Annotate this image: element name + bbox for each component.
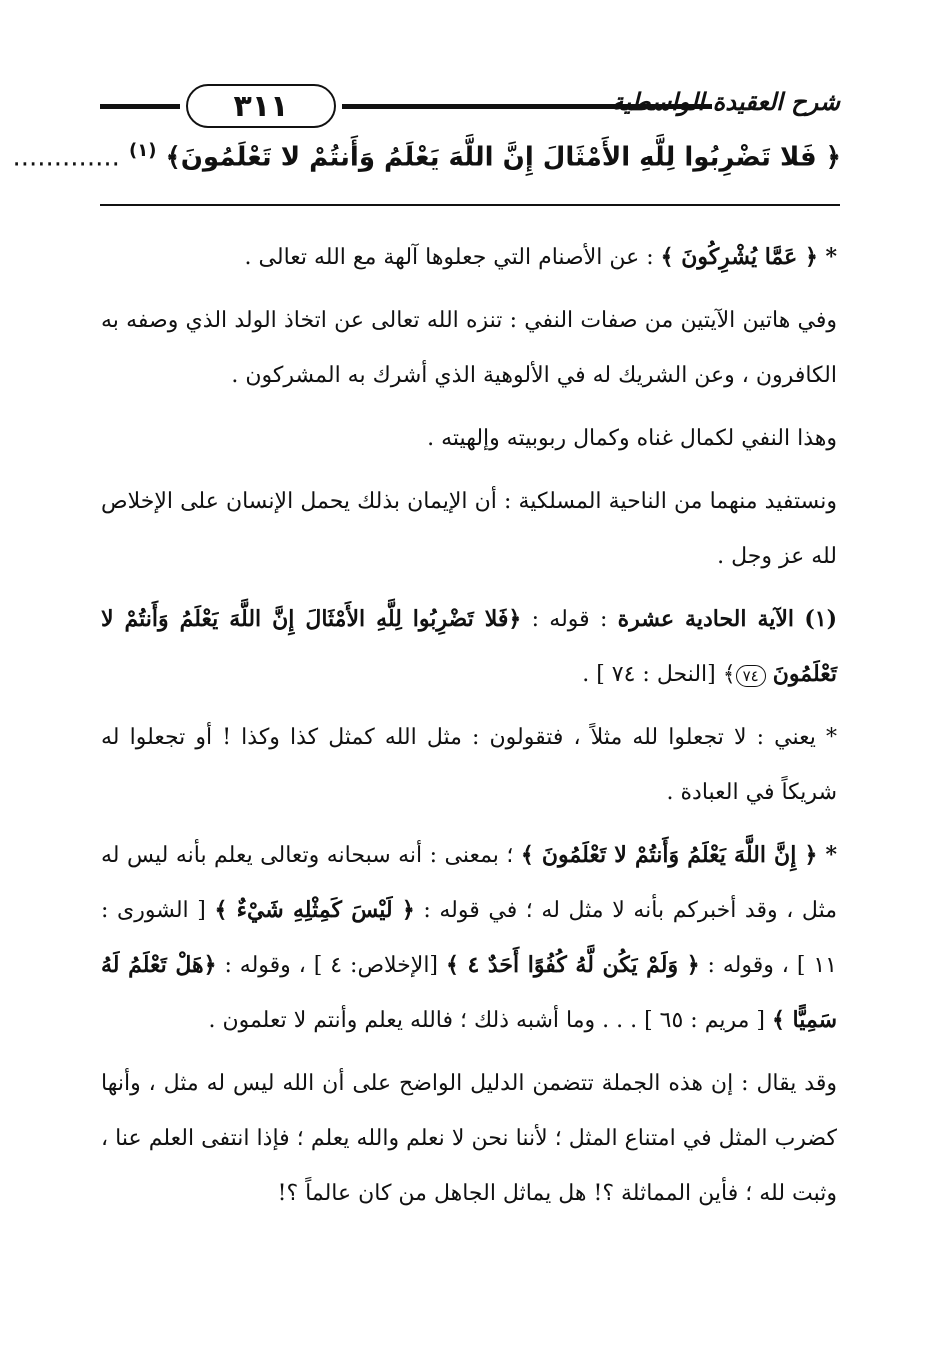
quran-quote: ﴿ وَلَمْ يَكُن لَّهُ كُفُوًا أَحَدٌ ٤ ﴾ [445,952,700,978]
paragraph-text: : عن الأصنام التي جعلوها آلهة مع الله تعالى . [244,245,661,270]
quran-quote: * ﴿ إِنَّ اللَّهَ يَعْلَمُ وَأَنتُمْ لا تَعْلَمُونَ ﴾ [520,842,837,868]
footnote-verse: ﴿فَلا تَضْرِبُوا لِلَّهِ الأَمْثَالَ إِنَّ اللَّهَ يَعْلَمُ وَأَنتُمْ لا تَعْلَمُونَ [101,606,837,687]
running-header [100,78,840,128]
paragraph-2: وفي هاتين الآيتين من صفات النفي : تنزه الله تعالى عن اتخاذ الولد الذي وصفه به الكافرون ، وعن الشريك له في الألوهية الذي أشرك به المشركون . [101,308,837,388]
footnote-number: (١) [804,606,838,632]
quran-quote: * ﴿ عَمَّا يُشْرِكُونَ ﴾ [660,244,837,270]
paragraph-text: [الإخلاص: ٤ ] ، وقوله : [216,953,446,978]
running-title: شرح العقيدة الواسطية [611,88,840,116]
paragraph-text: [ الشورى : ١١ ] ، وقوله : [101,898,837,978]
paragraph-3: وهذا النفي لكمال غناه وكمال ربوبيته وإلهيته . [427,426,837,451]
header-rule-left [100,104,180,109]
paragraph-4: ونستفيد منهما من الناحية المسلكية : أن الإيمان بذلك يحمل الإنسان على الإخلاص لله عز وجل . [101,489,837,569]
footnote-ref: ﴾ [النحل : ٧٤ ] . [582,662,736,687]
footnote-paragraph-4: وقد يقال : إن هذه الجملة تتضمن الدليل الواضح على أن الله ليس له مثل ، وأنها كضرب المثل في امتناع المثل ؛ لأننا نحن لا نعلم والله يعلم ؛ فإذا انتفى العلم عنا ، وثبت لله ؛ فأين المماثلة ؟! هل يماثل الجاهل من كان عالماً ؟! [101,1071,837,1206]
footnote-1 [101,592,837,702]
paragraph-text: ؛ بمعنى : أنه سبحانه وتعالى يعلم بأنه ليس له مثل ، وقد أخبركم بأنه لا مثل له ؛ في قوله : [101,843,837,923]
paragraph-text: [ مريم : ٦٥ ] . . . وما أشبه ذلك ؛ فالله يعلم وأنتم لا تعلمون . [208,1008,772,1033]
verse-footnote-marker: (١) [128,140,157,161]
verse-heading-text: ﴿ فَلا تَضْرِبُوا لِلَّهِ الأَمْثَالَ إِنَّ اللَّهَ يَعْلَمُ وَأَنتُمْ لا تَعْلَمُونَ﴾ [165,142,841,173]
quran-quote: ﴿ لَيْسَ كَمِثْلِهِ شَيْءٌ ﴾ [214,897,415,923]
footnote-paragraph-2: * يعني : لا تجعلوا لله مثلاً ، فتقولون : مثل الله كمثل كذا وكذا ! أو تجعلوا له شريكاً في العبادة . [101,725,837,805]
ayah-number-mark: ٧٤ [736,665,766,687]
footnote-lead: : قوله : [521,607,618,632]
verse-heading [12,140,841,173]
footnote-label: الآية الحادية عشرة [617,606,795,632]
page-number: ٣١١ [186,84,336,128]
paragraph-1 [101,230,837,285]
footnote-paragraph-3 [101,828,837,1048]
body-text [101,230,837,1229]
verse-heading-dots: ............. [12,142,120,173]
quran-quote: ﴿هَلْ تَعْلَمُ لَهُ سَمِيًّا ﴾ [101,952,837,1033]
heading-rule [100,204,840,206]
